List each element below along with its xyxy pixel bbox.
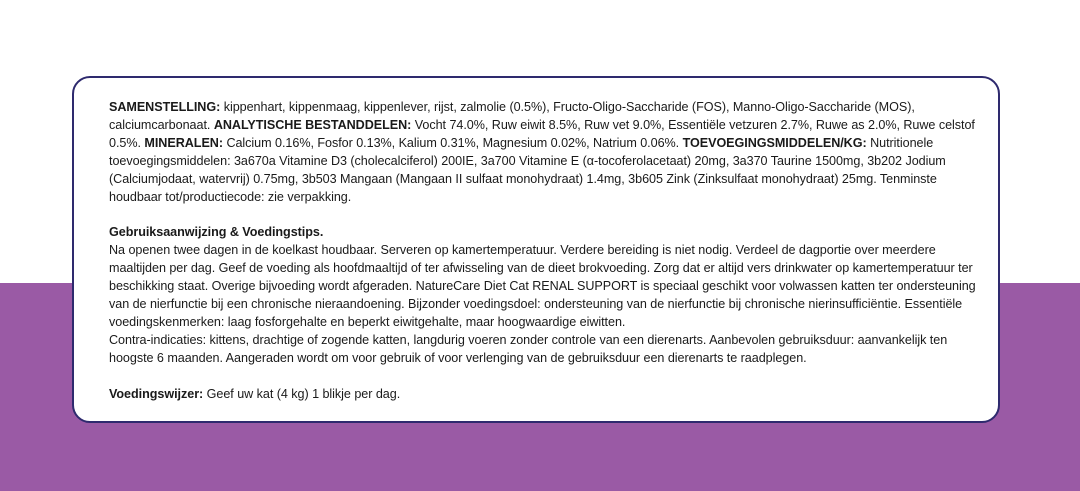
analytical-heading: ANALYTISCHE BESTANDDELEN: (213, 118, 412, 132)
analytical-text: Vocht 74.0%, Ruw eiwit 8.5%, Ruw vet 9.0%, Essentiële vetzuren 2.7%, Ruwe as 2.0%, Ruwe celstof 0.5%. (109, 118, 975, 150)
composition-heading: SAMENSTELLING: (109, 100, 221, 114)
additives-heading: TOEVOEGINGSMIDDELEN/KG: (682, 136, 867, 150)
usage-heading (109, 223, 976, 241)
usage-heading-text: Gebruiksaanwijzing & Voedingstips. (109, 225, 324, 239)
spacer (109, 206, 976, 223)
minerals-heading: MINERALEN: (144, 136, 223, 150)
feeding-text: Geef uw kat (4 kg) 1 blikje per dag. (206, 387, 401, 401)
product-label-card (72, 76, 1000, 423)
spacer (109, 367, 976, 385)
feeding-guide-paragraph (109, 385, 976, 403)
contra-indications-text: Contra-indicaties: kittens, drachtige of zogende katten, langdurig voeren zonder controle van een dierenarts. Aanbevolen gebruiksduur: aanvankelijk ten hoogste 6 maanden. Aangeraden wordt om voor gebruik of voor verlenging van de gebruiksduur een dierenarts te raadplegen. (109, 333, 948, 365)
minerals-text: Calcium 0.16%, Fosfor 0.13%, Kalium 0.31%, Magnesium 0.02%, Natrium 0.06%. (226, 136, 680, 150)
additives-text: Nutritionele toevoegingsmiddelen: 3a670a Vitamine D3 (cholecalciferol) 200IE, 3a700 Vitamine E (α-tocoferolacetaat) 20mg, 3a370 Taurine 1500mg, 3b202 Jodium (Calciumjodaat, watervrij) 0.75mg, 3b503 Mangaan (Mangaan II sulfaat monohydraat) 1.4mg, 3b605 Zink (Zinksulfaat monohydraat) 25mg. Tenminste houdbaar tot/productiecode: zie verpakking. (109, 136, 946, 204)
composition-paragraph (109, 98, 976, 206)
usage-text: Na openen twee dagen in de koelkast houdbaar. Serveren op kamertemperatuur. Verdere bereiding is niet nodig. Verdeel de dagportie over meerdere maaltijden per dag. Geef de voeding als hoofdmaaltijd of ter afwisseling van de dieet brokvoeding. Zorg dat er altijd vers drinkwater op kamertemperatuur ter beschikking staat. Overige bijvoeding wordt afgeraden. NatureCare Diet Cat RENAL SUPPORT is speciaal geschikt voor volwassen katten ter ondersteuning van de nierfunctie bij een chronische nieraandoening. Bijzonder voedingsdoel: ondersteuning van de nierfunctie bij chronische nierinsufficiëntie. Essentiële voedingskenmerken: laag fosforgehalte en beperkt eiwitgehalte, maar hoogwaardige eiwitten. (109, 243, 976, 329)
composition-text: kippenhart, kippenmaag, kippenlever, rijst, zalmolie (0.5%), Fructo-Oligo-Saccharide (FOS), Manno-Oligo-Saccharide (MOS), calciumcarbonaat. (109, 100, 915, 132)
feeding-heading: Voedingswijzer: (109, 387, 204, 401)
